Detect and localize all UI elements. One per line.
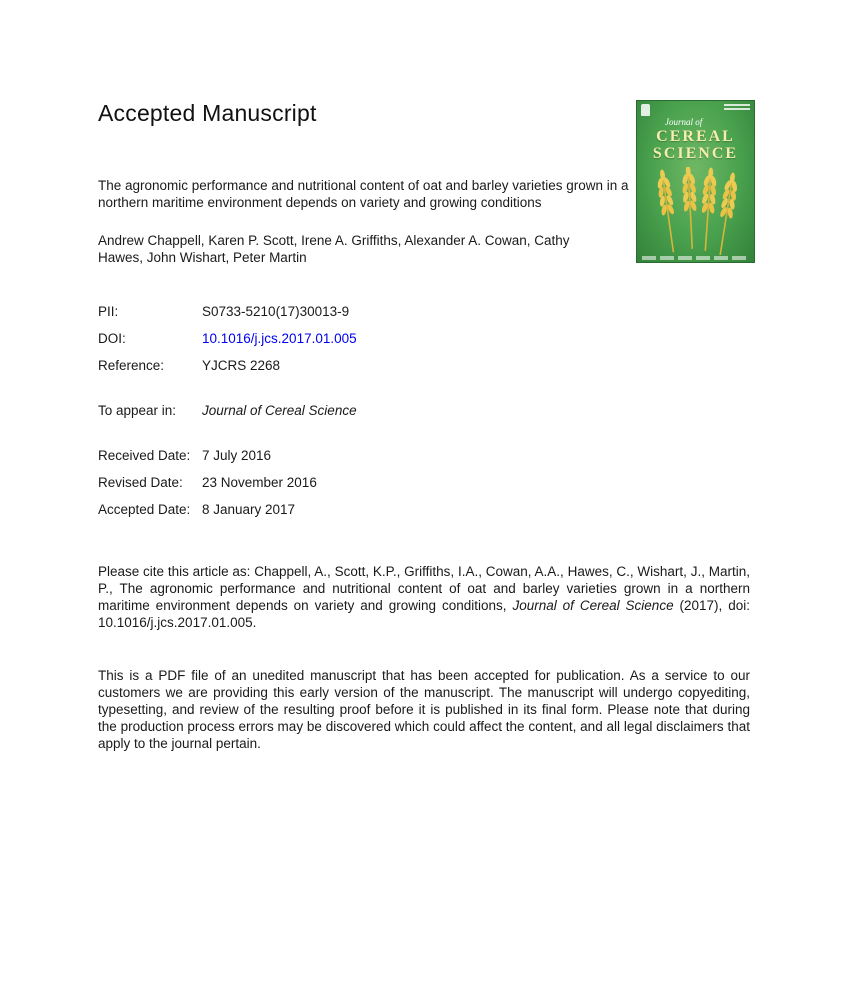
- elsevier-logo-icon: [641, 104, 650, 116]
- doi-label: DOI:: [98, 331, 126, 346]
- citation-paragraph: [98, 563, 750, 631]
- to-appear-in-value: Journal of Cereal Science: [202, 403, 357, 418]
- cover-journal-name-line1: CEREAL: [656, 128, 735, 145]
- page-title: Accepted Manuscript: [98, 100, 317, 126]
- revised-date-value: 23 November 2016: [202, 475, 317, 490]
- journal-cover-thumbnail: [636, 100, 755, 263]
- citation-text-after: (2017), doi: 10.1016/j.jcs.2017.01.005.: [98, 598, 750, 630]
- citation-journal-name: Journal of Cereal Science: [512, 598, 674, 613]
- received-date-value: 7 July 2016: [202, 448, 272, 463]
- meta-row-doi: [98, 330, 758, 347]
- cover-journal-name: [637, 128, 754, 162]
- meta-row-received-date: [98, 447, 758, 464]
- cover-footer-smallprint: [642, 256, 749, 260]
- pii-label: PII:: [98, 304, 119, 319]
- cover-journal-prefix: Journal of: [665, 117, 703, 127]
- accepted-date-value: 8 January 2017: [202, 502, 296, 517]
- meta-row-pii: [98, 303, 758, 320]
- cover-issue-smallprint: [724, 104, 750, 111]
- wheat-illustration: [637, 167, 755, 255]
- meta-row-to-appear-in: [98, 402, 758, 419]
- reference-value: YJCRS 2268: [202, 358, 281, 373]
- to-appear-in-label: To appear in:: [98, 403, 177, 418]
- cover-masthead: [641, 104, 750, 118]
- accepted-date-label: Accepted Date:: [98, 502, 191, 517]
- pii-value: S0733-5210(17)30013-9: [202, 304, 350, 319]
- citation-text-before: Please cite this article as: Chappell, A., Scott, K.P., Griffiths, I.A., Cowan, A.A., Hawes, C., Wishart, J., Martin, P., The agronomic performance and nutritional content of oat and barley varieties grown in a northern maritime environment depends on variety and growing conditions,: [98, 564, 750, 613]
- meta-row-accepted-date: [98, 501, 758, 518]
- doi-link[interactable]: 10.1016/j.jcs.2017.01.005: [202, 331, 357, 346]
- revised-date-label: Revised Date:: [98, 475, 183, 490]
- meta-row-reference: [98, 357, 758, 374]
- meta-row-revised-date: [98, 474, 758, 491]
- cover-journal-name-line2: SCIENCE: [652, 145, 739, 162]
- article-title: The agronomic performance and nutritional content of oat and barley varieties grown in a northern maritime environment depends on variety and growing conditions: [98, 178, 629, 210]
- reference-label: Reference:: [98, 358, 165, 373]
- article-authors: Andrew Chappell, Karen P. Scott, Irene A. Griffiths, Alexander A. Cowan, Cathy Hawes, John Wishart, Peter Martin: [98, 233, 570, 265]
- received-date-label: Received Date:: [98, 448, 191, 463]
- manuscript-metadata: [98, 303, 758, 518]
- disclaimer-paragraph: This is a PDF file of an unedited manuscript that has been accepted for publication. As a service to our customers we are providing this early version of the manuscript. The manuscript will undergo copyediting, typesetting, and review of the resulting proof before it is published in its final form. Please note that during the production process errors may be discovered which could affect the content, and all legal disclaimers that apply to the journal pertain.: [98, 668, 750, 751]
